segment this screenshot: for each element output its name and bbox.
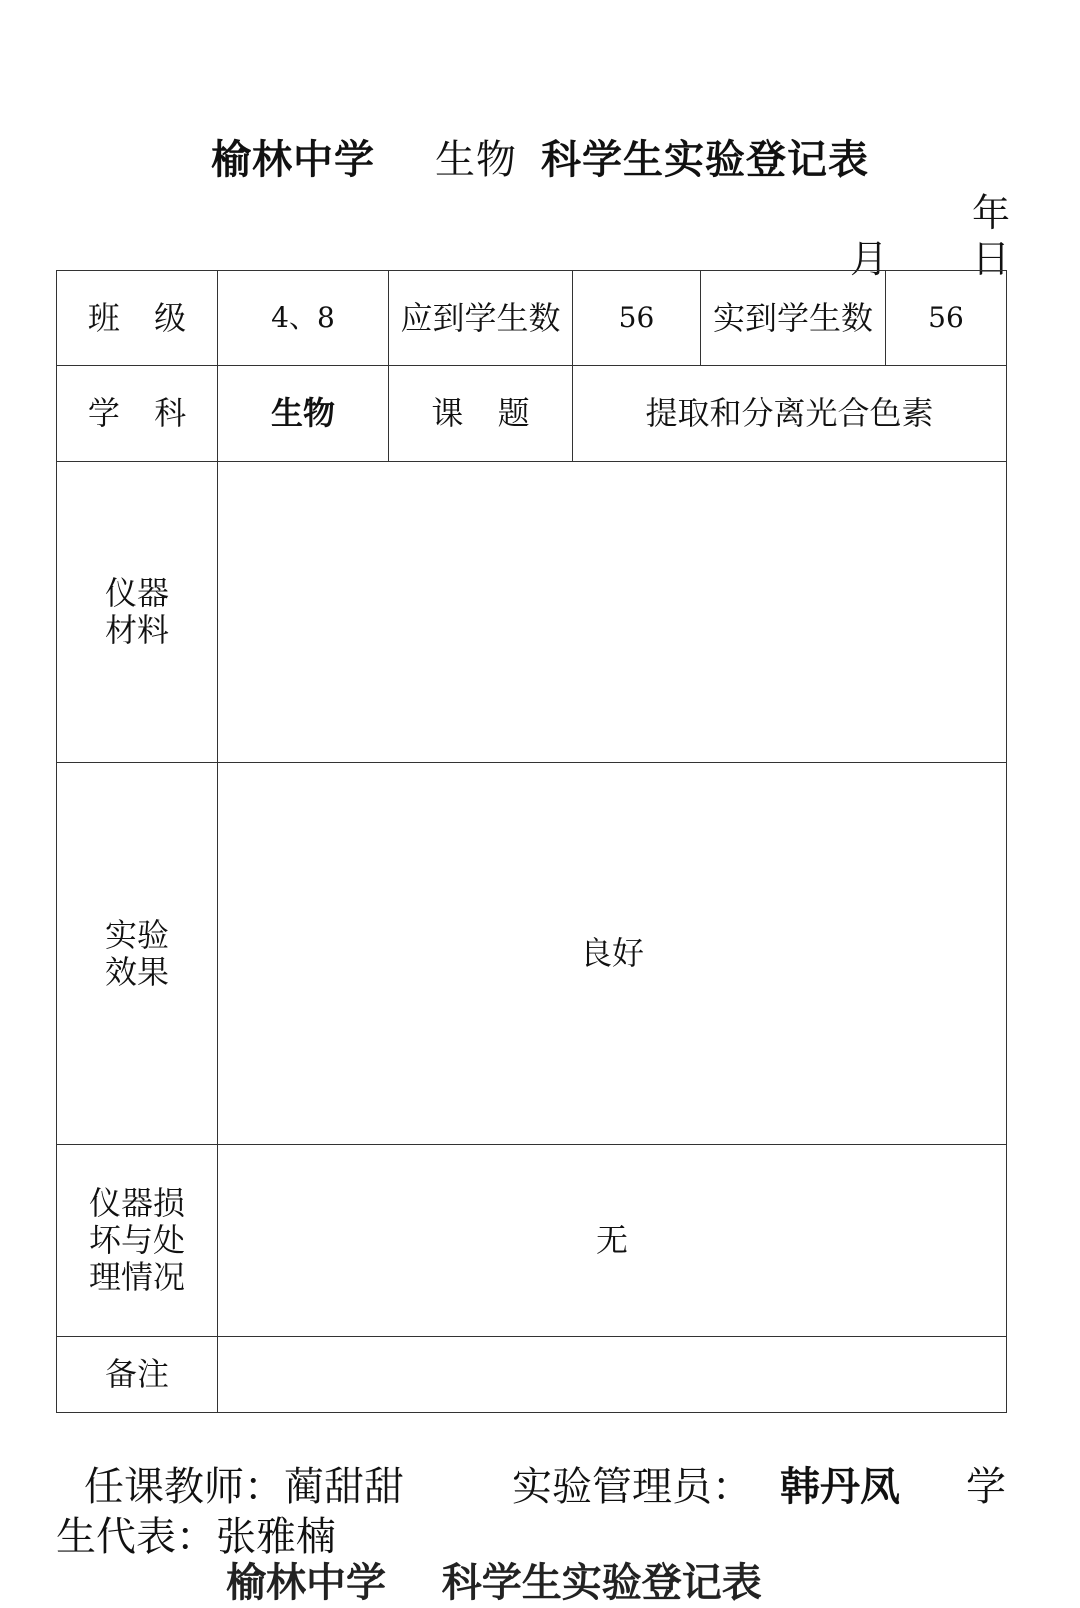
expected-students-label: 应到学生数 — [389, 271, 573, 366]
table-row — [57, 1145, 1007, 1337]
date-year-label: 年 — [972, 191, 1011, 235]
topic-label: 课 题 — [389, 366, 573, 462]
form-name: 科学生实验登记表 — [541, 137, 869, 183]
table-row — [57, 763, 1007, 1145]
date-day-label: 日 — [972, 237, 1011, 281]
title-subject: 生物 — [435, 137, 517, 183]
cut-off-next-title: 榆林中学 科学生实验登记表 — [226, 1560, 762, 1606]
student-rep-part2: 生代表：张雅楠 — [56, 1514, 336, 1560]
equipment-label-cell — [57, 462, 218, 763]
class-value: 4、8 — [218, 271, 389, 366]
lab-admin-name: 韩丹凤 — [780, 1464, 900, 1510]
table-row — [57, 462, 1007, 763]
effect-label-cell — [57, 763, 218, 1145]
damage-label-cell — [57, 1145, 218, 1337]
effect-label: 实验效果 — [104, 915, 169, 991]
subject-label: 学 科 — [57, 366, 218, 462]
registration-table — [56, 270, 1007, 1413]
signature-footer — [56, 1462, 1006, 1606]
damage-label: 仪器损坏与处理情况 — [88, 1184, 185, 1296]
subject-value: 生物 — [218, 366, 389, 462]
notes-label: 备注 — [57, 1337, 218, 1413]
class-label: 班 级 — [57, 271, 218, 366]
date-month-label: 月 — [850, 237, 889, 281]
student-rep-part1: 学 — [966, 1464, 1006, 1510]
notes-value — [218, 1337, 1007, 1413]
table-row — [57, 1337, 1007, 1413]
equipment-value — [218, 462, 1007, 763]
effect-value: 良好 — [218, 763, 1007, 1145]
expected-students-value: 56 — [573, 271, 701, 366]
damage-value: 无 — [218, 1145, 1007, 1337]
teacher-signature: 任课教师：蔺甜甜 — [84, 1464, 404, 1510]
table-row — [57, 271, 1007, 366]
school-name: 榆林中学 — [211, 137, 375, 183]
equipment-label: 仪器材料 — [104, 574, 169, 649]
table-row — [57, 366, 1007, 462]
form-title — [0, 128, 1080, 185]
lab-admin-label: 实验管理员： — [512, 1464, 752, 1510]
topic-value: 提取和分离光合色素 — [573, 366, 1007, 462]
actual-students-value: 56 — [886, 271, 1007, 366]
actual-students-label: 实到学生数 — [701, 271, 886, 366]
